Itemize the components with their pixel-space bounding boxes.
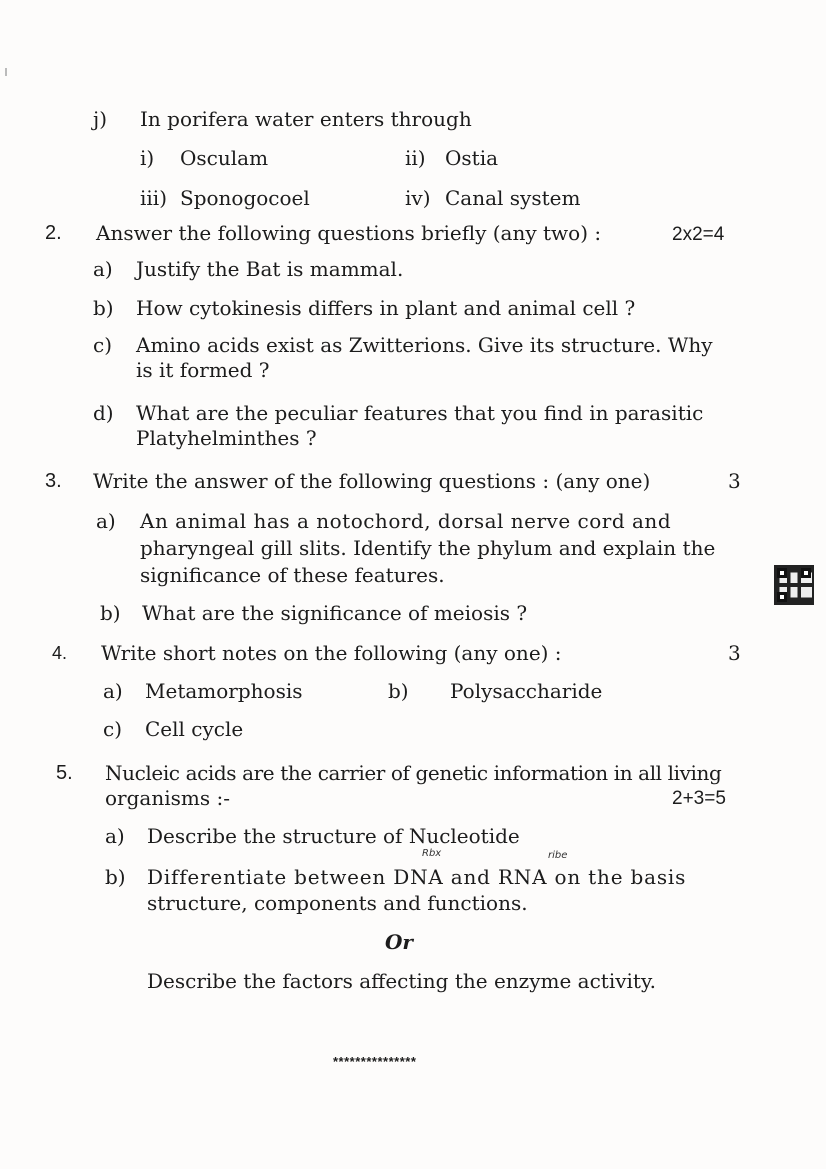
q3-a-line2: pharyngeal gill slits. Identify the phylum and explain the (140, 536, 716, 560)
q3-a-line1: An animal has a notochord, dorsal nerve cord and (140, 509, 672, 533)
q3-marks: 3 (728, 469, 741, 493)
q1j-number: j) (93, 107, 108, 131)
q4-b-label: b) (388, 679, 409, 703)
q2-number: 2. (45, 222, 62, 244)
q3-b-text: What are the significance of meiosis ? (142, 601, 528, 625)
q2-c-line2: is it formed ? (136, 358, 270, 382)
q1j-opt-i-label: i) (140, 146, 155, 170)
q4-c-text: Cell cycle (145, 717, 244, 741)
q1j-opt-iii: Sponogocoel (180, 186, 310, 210)
q1j-text: In porifera water enters through (140, 107, 472, 131)
q5-b-label: b) (105, 865, 126, 889)
q2-c-label: c) (93, 333, 113, 357)
q3-a-label: a) (96, 509, 116, 533)
handwritten-note-2: ribe (548, 850, 568, 861)
q4-a-text: Metamorphosis (145, 679, 303, 703)
q2-a-label: a) (93, 257, 113, 281)
q5-number: 5. (56, 762, 73, 784)
q1j-opt-ii-label: ii) (405, 146, 426, 170)
q5-line1: Nucleic acids are the carrier of genetic information in all living (105, 761, 722, 785)
q5-a-text: Describe the structure of Nucleotide (147, 824, 520, 848)
q5-b-line2: structure, components and functions. (147, 891, 528, 915)
q2-c-line1: Amino acids exist as Zwitterions. Give its structure. Why (136, 333, 713, 357)
q1j-opt-ii: Ostia (445, 146, 499, 170)
q3-b-label: b) (100, 601, 121, 625)
q3-text: Write the answer of the following questions : (any one) (93, 469, 651, 493)
q1j-opt-iv-label: iv) (405, 186, 431, 210)
q2-d-line1: What are the peculiar features that you find in parasitic (136, 401, 704, 425)
q5-a-label: a) (105, 824, 125, 848)
end-stars: *************** (333, 1054, 417, 1069)
q2-a-text: Justify the Bat is mammal. (136, 257, 404, 281)
q5-alternative: Describe the factors affecting the enzyme activity. (147, 969, 656, 993)
q4-b-text: Polysaccharide (450, 679, 603, 703)
q2-d-label: d) (93, 401, 114, 425)
q4-number: 4. (52, 643, 68, 663)
q5-marks: 2+3=5 (672, 788, 726, 809)
q3-a-line3: significance of these features. (140, 563, 445, 587)
q1j-opt-iii-label: iii) (140, 186, 167, 210)
q2-marks: 2x2=4 (672, 224, 725, 245)
q1j-opt-i: Osculam (180, 146, 269, 170)
q5-line2: organisms :- (105, 786, 230, 810)
q5-b-line1: Differentiate between DNA and RNA on the basis (147, 865, 687, 889)
handwritten-note-1: Rbx (422, 848, 442, 859)
q2-b-label: b) (93, 296, 114, 320)
q4-c-label: c) (103, 717, 123, 741)
q4-marks: 3 (728, 641, 741, 665)
q2-b-text: How cytokinesis differs in plant and animal cell ? (136, 296, 636, 320)
q2-d-line2: Platyhelminthes ? (136, 426, 317, 450)
q3-number: 3. (45, 470, 62, 492)
q4-text: Write short notes on the following (any one) : (101, 641, 562, 665)
q1j-opt-iv: Canal system (445, 186, 581, 210)
q4-a-label: a) (103, 679, 123, 703)
qr-code (774, 565, 814, 605)
scan-mark (5, 68, 7, 76)
q5-or: Or (385, 930, 413, 954)
q2-text: Answer the following questions briefly (any two) : (96, 221, 602, 245)
